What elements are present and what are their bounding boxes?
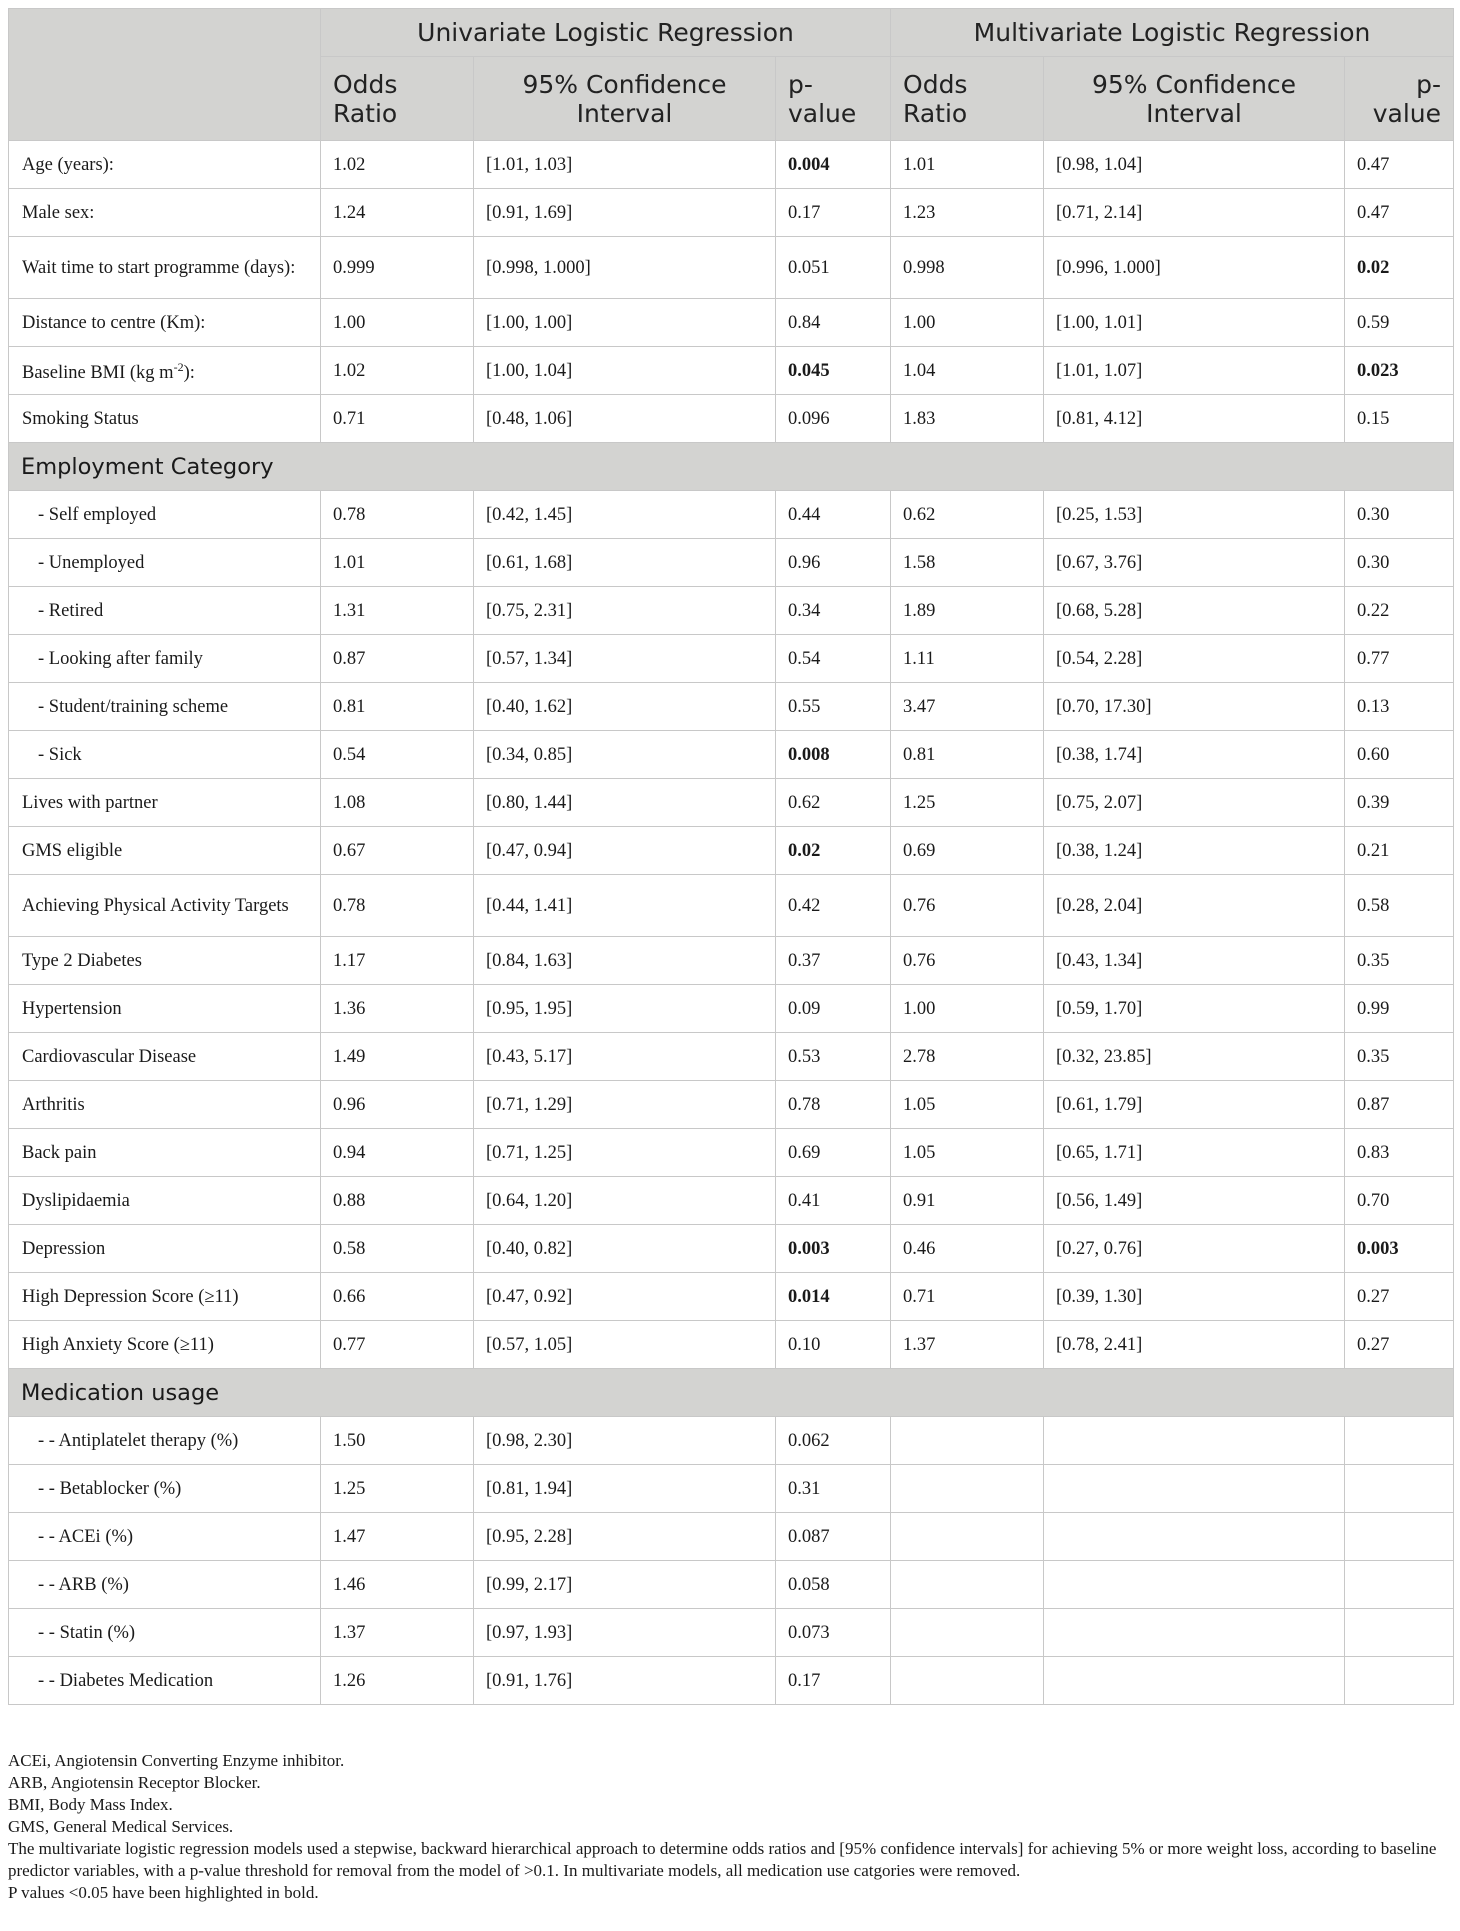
- multi-ci-cell: [0.81, 4.12]: [1044, 395, 1345, 443]
- multi-odds-ratio-cell: 0.76: [891, 875, 1044, 937]
- row-label-text: Type 2 Diabetes: [22, 950, 142, 971]
- uni-p-value-cell: 0.003: [776, 1225, 891, 1273]
- row-label: [9, 141, 321, 189]
- uni-odds-ratio-cell: 0.71: [321, 395, 474, 443]
- uni-odds-ratio-cell: 1.37: [321, 1609, 474, 1657]
- table-row: [9, 1321, 1454, 1369]
- multi-odds-ratio-cell: 1.04: [891, 347, 1044, 395]
- uni-p-value-cell: 0.014: [776, 1273, 891, 1321]
- row-label-text: Wait time to start programme (days):: [22, 257, 296, 278]
- uni-ci-cell: [0.998, 1.000]: [474, 237, 776, 299]
- multi-p-value-cell: 0.87: [1345, 1081, 1454, 1129]
- table-row: [9, 1657, 1454, 1705]
- uni-odds-ratio-cell: 0.54: [321, 731, 474, 779]
- uni-ci-cell: [0.43, 5.17]: [474, 1033, 776, 1081]
- row-label: [9, 189, 321, 237]
- row-label-text: - Looking after family: [38, 648, 203, 669]
- table-row: [9, 1609, 1454, 1657]
- uni-ci-cell: [0.91, 1.76]: [474, 1657, 776, 1705]
- multi-odds-ratio-cell: 1.37: [891, 1321, 1044, 1369]
- uni-odds-ratio-cell: 1.26: [321, 1657, 474, 1705]
- multi-odds-ratio-cell: 0.76: [891, 937, 1044, 985]
- table-row: [9, 1273, 1454, 1321]
- uni-ci-cell: [0.57, 1.34]: [474, 635, 776, 683]
- row-label: [9, 937, 321, 985]
- uni-ci-cell: [0.40, 1.62]: [474, 683, 776, 731]
- multi-p-value-cell: 0.70: [1345, 1177, 1454, 1225]
- multi-p-value-cell: 0.77: [1345, 635, 1454, 683]
- table-row: [9, 635, 1454, 683]
- uni-ci-cell: [0.84, 1.63]: [474, 937, 776, 985]
- multi-p-value-cell: 0.023: [1345, 347, 1454, 395]
- uni-p-value-cell: 0.045: [776, 347, 891, 395]
- multi-p-value-cell: 0.58: [1345, 875, 1454, 937]
- multi-p-value-cell: 0.13: [1345, 683, 1454, 731]
- multi-odds-ratio-cell: [891, 1465, 1044, 1513]
- section-row: [9, 1369, 1454, 1417]
- row-label-text: - Student/training scheme: [38, 696, 229, 717]
- uni-ci-cell: [0.81, 1.94]: [474, 1465, 776, 1513]
- uni-ci-cell: [1.00, 1.04]: [474, 347, 776, 395]
- multi-ci-cell: [0.39, 1.30]: [1044, 1273, 1345, 1321]
- table-row: [9, 1465, 1454, 1513]
- row-label: [9, 1273, 321, 1321]
- row-label-text: - Retired: [38, 600, 104, 621]
- row-label-tail: ):: [183, 363, 195, 384]
- uni-ci-cell: [1.01, 1.03]: [474, 141, 776, 189]
- multi-ci-cell: [0.25, 1.53]: [1044, 491, 1345, 539]
- uni-odds-ratio-cell: 0.81: [321, 683, 474, 731]
- uni-odds-ratio-cell: 1.02: [321, 141, 474, 189]
- multi-odds-ratio-cell: 0.62: [891, 491, 1044, 539]
- table-header: [9, 9, 1454, 141]
- row-label: [9, 1417, 321, 1465]
- row-label-text: - - Statin (%): [38, 1622, 136, 1643]
- row-label-text: Distance to centre (Km):: [22, 312, 206, 333]
- footnote: BMI, Body Mass Index.: [8, 1795, 173, 1814]
- header-multivariate: Multivariate Logistic Regression: [891, 9, 1454, 57]
- uni-p-value-cell: 0.54: [776, 635, 891, 683]
- row-label: [9, 875, 321, 937]
- multi-ci-cell: [0.65, 1.71]: [1044, 1129, 1345, 1177]
- row-label: [9, 1609, 321, 1657]
- multi-ci-cell: [1044, 1417, 1345, 1465]
- row-label-text: High Depression Score (≥11): [22, 1286, 239, 1307]
- multi-p-value-cell: [1345, 1513, 1454, 1561]
- uni-ci-cell: [1.00, 1.00]: [474, 299, 776, 347]
- multi-odds-ratio-cell: 0.69: [891, 827, 1044, 875]
- multi-p-value-cell: 0.21: [1345, 827, 1454, 875]
- uni-odds-ratio-cell: 1.36: [321, 985, 474, 1033]
- row-label: [9, 1129, 321, 1177]
- uni-ci-cell: [0.57, 1.05]: [474, 1321, 776, 1369]
- multi-ci-cell: [0.54, 2.28]: [1044, 635, 1345, 683]
- table-row: [9, 347, 1454, 395]
- row-label-text: Cardiovascular Disease: [22, 1046, 197, 1067]
- row-label-text: Baseline BMI (kg m: [22, 363, 174, 384]
- footnote: ARB, Angiotensin Receptor Blocker.: [8, 1773, 261, 1792]
- multi-ci-cell: [1044, 1609, 1345, 1657]
- multi-odds-ratio-cell: [891, 1561, 1044, 1609]
- uni-ci-cell: [0.98, 2.30]: [474, 1417, 776, 1465]
- multi-p-value-cell: 0.15: [1345, 395, 1454, 443]
- uni-p-value-cell: 0.42: [776, 875, 891, 937]
- multi-p-value-cell: 0.83: [1345, 1129, 1454, 1177]
- table-row: [9, 539, 1454, 587]
- multi-ci-cell: [0.70, 17.30]: [1044, 683, 1345, 731]
- uni-odds-ratio-cell: 1.50: [321, 1417, 474, 1465]
- multi-p-value-cell: [1345, 1417, 1454, 1465]
- table-row: [9, 875, 1454, 937]
- uni-ci-cell: [0.99, 2.17]: [474, 1561, 776, 1609]
- uni-p-value-cell: 0.087: [776, 1513, 891, 1561]
- row-label: [9, 635, 321, 683]
- table-row: [9, 141, 1454, 189]
- multi-ci-cell: [0.27, 0.76]: [1044, 1225, 1345, 1273]
- row-label-text: - - Diabetes Medication: [38, 1670, 214, 1691]
- multi-odds-ratio-cell: 0.46: [891, 1225, 1044, 1273]
- footnote: GMS, General Medical Services.: [8, 1817, 234, 1836]
- uni-ci-cell: [0.40, 0.82]: [474, 1225, 776, 1273]
- multi-p-value-cell: 0.47: [1345, 189, 1454, 237]
- table-row: [9, 937, 1454, 985]
- uni-ci-cell: [0.64, 1.20]: [474, 1177, 776, 1225]
- uni-ci-cell: [0.95, 1.95]: [474, 985, 776, 1033]
- table-row: [9, 299, 1454, 347]
- uni-p-value-cell: 0.096: [776, 395, 891, 443]
- table-row: [9, 491, 1454, 539]
- multi-ci-cell: [0.996, 1.000]: [1044, 237, 1345, 299]
- uni-p-value-cell: 0.55: [776, 683, 891, 731]
- header-uni-p-value: p-value: [776, 57, 891, 141]
- uni-odds-ratio-cell: 1.01: [321, 539, 474, 587]
- row-label: [9, 1225, 321, 1273]
- uni-p-value-cell: 0.02: [776, 827, 891, 875]
- row-label-text: GMS eligible: [22, 840, 123, 861]
- multi-p-value-cell: 0.30: [1345, 491, 1454, 539]
- row-label: [9, 1033, 321, 1081]
- uni-ci-cell: [0.80, 1.44]: [474, 779, 776, 827]
- row-label-text: - - ACEi (%): [38, 1526, 134, 1547]
- multi-p-value-cell: 0.35: [1345, 937, 1454, 985]
- multi-p-value-cell: [1345, 1465, 1454, 1513]
- header-multi-ci: 95% Confidence Interval: [1044, 57, 1345, 141]
- uni-p-value-cell: 0.69: [776, 1129, 891, 1177]
- multi-odds-ratio-cell: 1.05: [891, 1129, 1044, 1177]
- section-heading: Medication usage: [9, 1369, 1454, 1417]
- uni-odds-ratio-cell: 1.25: [321, 1465, 474, 1513]
- table-row: [9, 1129, 1454, 1177]
- multi-ci-cell: [0.78, 2.41]: [1044, 1321, 1345, 1369]
- table-row: [9, 587, 1454, 635]
- multi-odds-ratio-cell: [891, 1609, 1044, 1657]
- section-heading: Employment Category: [9, 443, 1454, 491]
- multi-ci-cell: [0.75, 2.07]: [1044, 779, 1345, 827]
- uni-odds-ratio-cell: 0.87: [321, 635, 474, 683]
- multi-ci-cell: [0.61, 1.79]: [1044, 1081, 1345, 1129]
- row-label-text: - - Betablocker (%): [38, 1478, 182, 1499]
- multi-ci-cell: [0.43, 1.34]: [1044, 937, 1345, 985]
- uni-p-value-cell: 0.004: [776, 141, 891, 189]
- row-label: [9, 683, 321, 731]
- multi-p-value-cell: 0.02: [1345, 237, 1454, 299]
- uni-odds-ratio-cell: 0.88: [321, 1177, 474, 1225]
- multi-ci-cell: [0.71, 2.14]: [1044, 189, 1345, 237]
- multi-odds-ratio-cell: 1.83: [891, 395, 1044, 443]
- multi-p-value-cell: [1345, 1561, 1454, 1609]
- row-label: [9, 237, 321, 299]
- uni-ci-cell: [0.95, 2.28]: [474, 1513, 776, 1561]
- row-label: [9, 827, 321, 875]
- uni-ci-cell: [0.42, 1.45]: [474, 491, 776, 539]
- uni-ci-cell: [0.34, 0.85]: [474, 731, 776, 779]
- table-row: [9, 237, 1454, 299]
- table-footnotes: [8, 1750, 1453, 1904]
- multi-ci-cell: [0.68, 5.28]: [1044, 587, 1345, 635]
- header-blank-cell: [9, 9, 321, 141]
- row-label-text: - - ARB (%): [38, 1574, 129, 1595]
- uni-odds-ratio-cell: 0.78: [321, 491, 474, 539]
- uni-odds-ratio-cell: 0.77: [321, 1321, 474, 1369]
- row-label: [9, 395, 321, 443]
- row-label: [9, 779, 321, 827]
- multi-p-value-cell: [1345, 1657, 1454, 1705]
- multi-p-value-cell: 0.003: [1345, 1225, 1454, 1273]
- uni-odds-ratio-cell: 0.78: [321, 875, 474, 937]
- row-label: [9, 1561, 321, 1609]
- multi-p-value-cell: 0.47: [1345, 141, 1454, 189]
- row-label: [9, 587, 321, 635]
- multi-odds-ratio-cell: 1.00: [891, 985, 1044, 1033]
- uni-p-value-cell: 0.008: [776, 731, 891, 779]
- multi-odds-ratio-cell: 2.78: [891, 1033, 1044, 1081]
- uni-p-value-cell: 0.051: [776, 237, 891, 299]
- uni-odds-ratio-cell: 1.31: [321, 587, 474, 635]
- multi-odds-ratio-cell: 1.89: [891, 587, 1044, 635]
- uni-ci-cell: [0.71, 1.29]: [474, 1081, 776, 1129]
- uni-odds-ratio-cell: 0.58: [321, 1225, 474, 1273]
- row-label: [9, 731, 321, 779]
- uni-odds-ratio-cell: 1.17: [321, 937, 474, 985]
- uni-p-value-cell: 0.37: [776, 937, 891, 985]
- multi-odds-ratio-cell: 0.71: [891, 1273, 1044, 1321]
- uni-ci-cell: [0.61, 1.68]: [474, 539, 776, 587]
- multi-ci-cell: [1044, 1561, 1345, 1609]
- row-label: [9, 539, 321, 587]
- uni-p-value-cell: 0.34: [776, 587, 891, 635]
- uni-p-value-cell: 0.84: [776, 299, 891, 347]
- uni-odds-ratio-cell: 1.49: [321, 1033, 474, 1081]
- row-label: [9, 299, 321, 347]
- multi-p-value-cell: 0.35: [1345, 1033, 1454, 1081]
- multi-odds-ratio-cell: 0.81: [891, 731, 1044, 779]
- multi-ci-cell: [0.56, 1.49]: [1044, 1177, 1345, 1225]
- uni-p-value-cell: 0.53: [776, 1033, 891, 1081]
- row-label: [9, 491, 321, 539]
- section-row: [9, 443, 1454, 491]
- multi-p-value-cell: 0.39: [1345, 779, 1454, 827]
- row-label: [9, 1465, 321, 1513]
- header-multi-p-value: p-value: [1345, 57, 1454, 141]
- multi-ci-cell: [0.98, 1.04]: [1044, 141, 1345, 189]
- uni-p-value-cell: 0.17: [776, 1657, 891, 1705]
- header-uni-ci: 95% Confidence Interval: [474, 57, 776, 141]
- uni-p-value-cell: 0.073: [776, 1609, 891, 1657]
- uni-odds-ratio-cell: 1.47: [321, 1513, 474, 1561]
- uni-ci-cell: [0.47, 0.94]: [474, 827, 776, 875]
- multi-odds-ratio-cell: 1.05: [891, 1081, 1044, 1129]
- row-label-text: Dyslipidaemia: [22, 1190, 130, 1211]
- row-label-text: - Unemployed: [38, 552, 145, 573]
- uni-ci-cell: [0.71, 1.25]: [474, 1129, 776, 1177]
- multi-odds-ratio-cell: 1.01: [891, 141, 1044, 189]
- multi-p-value-cell: 0.60: [1345, 731, 1454, 779]
- uni-ci-cell: [0.48, 1.06]: [474, 395, 776, 443]
- uni-odds-ratio-cell: 1.46: [321, 1561, 474, 1609]
- row-label: [9, 347, 321, 395]
- multi-odds-ratio-cell: 1.58: [891, 539, 1044, 587]
- multi-ci-cell: [1044, 1513, 1345, 1561]
- multi-ci-cell: [0.38, 1.24]: [1044, 827, 1345, 875]
- footnote: ACEi, Angiotensin Converting Enzyme inhibitor.: [8, 1751, 345, 1770]
- row-label: [9, 1321, 321, 1369]
- uni-p-value-cell: 0.17: [776, 189, 891, 237]
- row-label-text: Hypertension: [22, 998, 122, 1019]
- multi-ci-cell: [0.38, 1.74]: [1044, 731, 1345, 779]
- row-label-text: Achieving Physical Activity Targets: [22, 895, 289, 916]
- multi-p-value-cell: 0.27: [1345, 1321, 1454, 1369]
- multi-p-value-cell: 0.59: [1345, 299, 1454, 347]
- uni-odds-ratio-cell: 0.96: [321, 1081, 474, 1129]
- regression-table-container: [8, 8, 1453, 1705]
- multi-p-value-cell: 0.22: [1345, 587, 1454, 635]
- multi-odds-ratio-cell: 1.00: [891, 299, 1044, 347]
- row-label-text: - Self employed: [38, 504, 157, 525]
- uni-p-value-cell: 0.41: [776, 1177, 891, 1225]
- multi-ci-cell: [0.28, 2.04]: [1044, 875, 1345, 937]
- uni-odds-ratio-cell: 1.00: [321, 299, 474, 347]
- header-multi-odds-ratio: Odds Ratio: [891, 57, 1044, 141]
- multi-p-value-cell: 0.27: [1345, 1273, 1454, 1321]
- header-uni-odds-ratio: Odds Ratio: [321, 57, 474, 141]
- regression-table: [8, 8, 1454, 1705]
- multi-ci-cell: [1044, 1657, 1345, 1705]
- table-row: [9, 779, 1454, 827]
- multi-ci-cell: [1.00, 1.01]: [1044, 299, 1345, 347]
- row-label-text: Back pain: [22, 1142, 97, 1163]
- table-row: [9, 189, 1454, 237]
- header-univariate: Univariate Logistic Regression: [321, 9, 891, 57]
- uni-p-value-cell: 0.96: [776, 539, 891, 587]
- multi-p-value-cell: 0.30: [1345, 539, 1454, 587]
- row-label-text: Male sex:: [22, 202, 95, 223]
- row-label: [9, 1513, 321, 1561]
- footnote: The multivariate logistic regression models used a stepwise, backward hierarchical approach to determine odds ratios and [95% confidence intervals] for achieving 5% or more weight loss, according to baseline predictor variables, with a p-value threshold for removal from the model of >0.1. In multivariate models, all medication use catgories were removed.: [8, 1839, 1437, 1880]
- row-label-text: - Sick: [38, 744, 82, 765]
- uni-odds-ratio-cell: 0.94: [321, 1129, 474, 1177]
- multi-p-value-cell: 0.99: [1345, 985, 1454, 1033]
- uni-ci-cell: [0.97, 1.93]: [474, 1609, 776, 1657]
- multi-ci-cell: [1.01, 1.07]: [1044, 347, 1345, 395]
- uni-p-value-cell: 0.10: [776, 1321, 891, 1369]
- uni-odds-ratio-cell: 1.02: [321, 347, 474, 395]
- multi-odds-ratio-cell: 1.11: [891, 635, 1044, 683]
- multi-odds-ratio-cell: [891, 1513, 1044, 1561]
- multi-p-value-cell: [1345, 1609, 1454, 1657]
- uni-odds-ratio-cell: 0.66: [321, 1273, 474, 1321]
- footnote: P values <0.05 have been highlighted in bold.: [8, 1883, 319, 1902]
- row-label: [9, 1657, 321, 1705]
- table-body: [9, 141, 1454, 1705]
- table-row: [9, 1177, 1454, 1225]
- uni-ci-cell: [0.75, 2.31]: [474, 587, 776, 635]
- row-label-text: High Anxiety Score (≥11): [22, 1334, 214, 1355]
- uni-p-value-cell: 0.62: [776, 779, 891, 827]
- uni-p-value-cell: 0.058: [776, 1561, 891, 1609]
- table-row: [9, 985, 1454, 1033]
- table-row: [9, 683, 1454, 731]
- uni-p-value-cell: 0.09: [776, 985, 891, 1033]
- row-label-text: Smoking Status: [22, 408, 139, 429]
- table-row: [9, 731, 1454, 779]
- table-row: [9, 1513, 1454, 1561]
- row-label: [9, 1177, 321, 1225]
- row-label-text: Age (years):: [22, 154, 114, 175]
- uni-odds-ratio-cell: 1.24: [321, 189, 474, 237]
- uni-odds-ratio-cell: 0.67: [321, 827, 474, 875]
- row-label: [9, 985, 321, 1033]
- uni-p-value-cell: 0.062: [776, 1417, 891, 1465]
- multi-odds-ratio-cell: 3.47: [891, 683, 1044, 731]
- table-row: [9, 1225, 1454, 1273]
- row-label-text: Arthritis: [22, 1094, 85, 1115]
- uni-p-value-cell: 0.31: [776, 1465, 891, 1513]
- multi-ci-cell: [0.59, 1.70]: [1044, 985, 1345, 1033]
- multi-odds-ratio-cell: 1.25: [891, 779, 1044, 827]
- table-row: [9, 1033, 1454, 1081]
- multi-odds-ratio-cell: 1.23: [891, 189, 1044, 237]
- multi-odds-ratio-cell: 0.91: [891, 1177, 1044, 1225]
- uni-p-value-cell: 0.44: [776, 491, 891, 539]
- multi-odds-ratio-cell: [891, 1417, 1044, 1465]
- uni-ci-cell: [0.44, 1.41]: [474, 875, 776, 937]
- row-label-text: Depression: [22, 1238, 106, 1259]
- uni-p-value-cell: 0.78: [776, 1081, 891, 1129]
- table-row: [9, 395, 1454, 443]
- uni-odds-ratio-cell: 0.999: [321, 237, 474, 299]
- table-row: [9, 1081, 1454, 1129]
- row-label: [9, 1081, 321, 1129]
- table-row: [9, 1561, 1454, 1609]
- multi-odds-ratio-cell: [891, 1657, 1044, 1705]
- table-row: [9, 1417, 1454, 1465]
- uni-ci-cell: [0.47, 0.92]: [474, 1273, 776, 1321]
- multi-odds-ratio-cell: 0.998: [891, 237, 1044, 299]
- row-label-superscript: -2: [173, 360, 184, 375]
- row-label-text: Lives with partner: [22, 792, 158, 813]
- uni-odds-ratio-cell: 1.08: [321, 779, 474, 827]
- multi-ci-cell: [1044, 1465, 1345, 1513]
- multi-ci-cell: [0.32, 23.85]: [1044, 1033, 1345, 1081]
- multi-ci-cell: [0.67, 3.76]: [1044, 539, 1345, 587]
- row-label-text: - - Antiplatelet therapy (%): [38, 1430, 239, 1451]
- uni-ci-cell: [0.91, 1.69]: [474, 189, 776, 237]
- table-row: [9, 827, 1454, 875]
